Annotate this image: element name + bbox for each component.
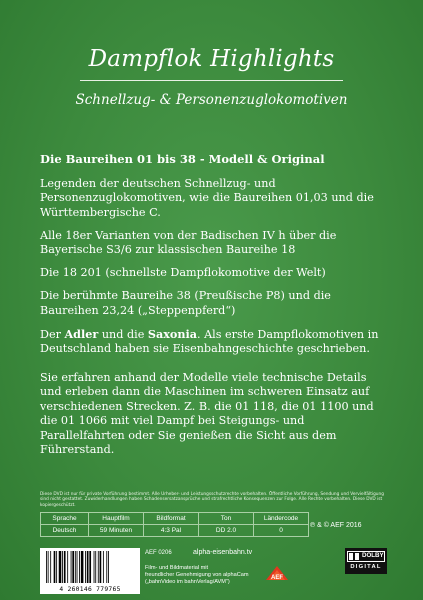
barcode-bars xyxy=(40,548,140,586)
paragraph: Legenden der deutschen Schnellzug- und Personenzuglokomotiven, wie die Baureihen 01,03 und die Württembergische C. xyxy=(40,176,374,219)
text-span: . Als erste Dampflokomotiven in Deutschland haben sie Eisenbahngeschichte geschrieben. xyxy=(40,327,379,355)
paragraph xyxy=(40,327,390,357)
text-span: Der xyxy=(40,327,65,341)
page-title: Dampflok Highlights xyxy=(88,46,335,72)
credits-line: Film- und Bildmaterial mit xyxy=(145,565,209,571)
credits xyxy=(145,565,255,586)
specs-table xyxy=(40,512,309,537)
bold-text: Adler xyxy=(64,326,99,341)
spec-header: Ton xyxy=(199,513,254,525)
spec-value: DD 2.0 xyxy=(199,525,254,537)
article-number: AEF 0206 xyxy=(145,550,172,556)
spec-header: Sprache xyxy=(41,513,89,525)
spec-header: Bildformat xyxy=(144,513,199,525)
copyright-notice: ℗ & © AEF 2016 xyxy=(310,522,362,529)
spec-value: 59 Minuten xyxy=(89,525,144,537)
spec-header: Ländercode xyxy=(254,513,309,525)
credits-line: („bahnVideo im bahnVerlag/AVM“) xyxy=(145,579,230,585)
spec-value: 0 xyxy=(254,525,309,537)
barcode-number: 4 260146 779765 xyxy=(59,586,121,593)
dolby-digital-logo: DOLBY DIGITAL xyxy=(345,548,387,574)
credits-line: freundlicher Genehmigung von alphaCam xyxy=(145,572,249,578)
description xyxy=(40,152,390,466)
spec-value: 4:3 Pal xyxy=(144,525,199,537)
website-url: alpha-eisenbahn.tv xyxy=(193,549,253,556)
specs-value-row xyxy=(41,525,309,537)
svg-text:AEF: AEF xyxy=(271,575,283,581)
page-subtitle: Schnellzug- & Personenzuglokomotiven xyxy=(75,92,348,108)
barcode xyxy=(40,548,140,594)
bold-text: Saxonia xyxy=(147,326,197,341)
text-span: und die xyxy=(98,327,148,341)
legal-fine-print: Diese DVD ist nur für private Vorführung bestimmt. Alle Urheber- und Leistungsschutzrechte vorbehalten. Öffentliche Vorführung, Sendung und Vervielfältigung sind nicht gestattet. Zuwiderhandlungen haben Schadensersatzansprüche und strafrechtliche Konsequenzen zur Folge. Alle Rechte vorbehalten. Diese DVD ist kopiergeschützt. xyxy=(40,492,384,508)
specs-header-row xyxy=(41,513,309,525)
aef-logo xyxy=(264,564,290,584)
paragraph: Die berühmte Baureihe 38 (Preußische P8) und die Baureihen 23,24 („Steppenpferd“) xyxy=(40,289,331,317)
spec-value: Deutsch xyxy=(41,525,89,537)
paragraph: Sie erfahren anhand der Modelle viele technische Details und erleben dann die Maschinen im schweren Einsatz auf verschiedenen Strecken. Z. B. die 01 118, die 01 1100 und die 01 1066 mit viel Dampf bei Steigungs- und Parallelfahrten oder Sie genießen die Sicht aus dem Führerstand. xyxy=(40,370,374,456)
spec-header: Hauptfilm xyxy=(89,513,144,525)
title-divider xyxy=(80,80,343,81)
paragraph: Alle 18er Varianten von der Badischen IV h über die Bayerische S3/6 zur klassischen Baureihe 18 xyxy=(40,228,337,256)
paragraph: Die 18 201 (schnellste Dampflokomotive der Welt) xyxy=(40,266,326,279)
section-heading: Die Baureihen 01 bis 38 - Modell & Original xyxy=(40,152,325,166)
